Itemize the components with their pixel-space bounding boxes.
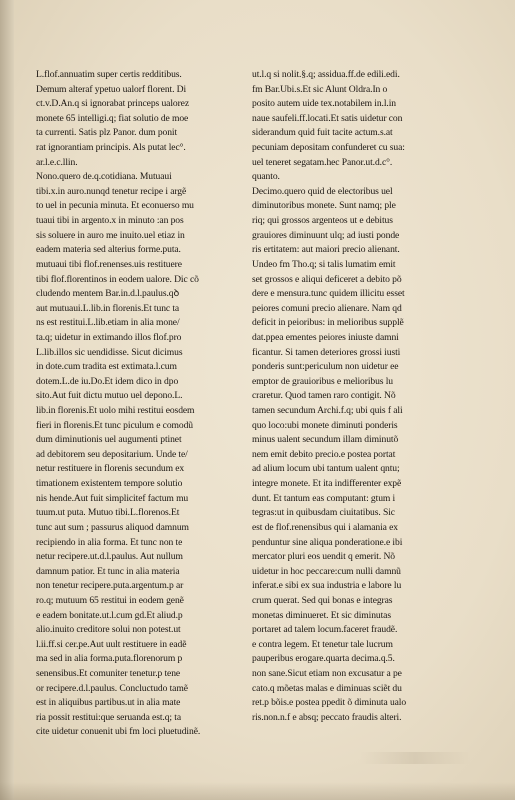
text-line: grauiores diminuunt ulq; ad iusti ponde	[252, 229, 400, 241]
text-line: e contra legem. Et tenetur tale lucrum	[252, 638, 393, 650]
text-line: ris.non.n.f e absq; peccato fraudis alteri.	[252, 711, 402, 723]
text-line: ret.p bõis.e postea ppedit õ diminuta ualo	[252, 697, 407, 709]
text-line: non tenetur recipere.puta.argentum.p ar	[36, 580, 184, 592]
text-line: peiores comuni precio alienare. Nam qd	[252, 302, 402, 314]
text-line: dunt. Et tantum eas computant: gtum i	[252, 492, 396, 504]
text-line: Decimo.quero quid de electoribus uel	[252, 185, 393, 197]
text-line: sis soluere in auro me inuito.uel etiaz in	[36, 229, 185, 241]
text-line: uidetur in hoc peccare:cum nulli damnũ	[252, 565, 401, 577]
text-line: pecuniam depositam confunderet cu sua:	[252, 142, 405, 154]
text-line: netur recipere.ut.d.l.paulus. Aut nullum	[36, 551, 183, 563]
text-line: ponderis sunt:periculum non uidetur ee	[252, 361, 399, 373]
right-text-column	[252, 68, 464, 725]
text-line: siderandum quid fuit tacite actum.s.at	[252, 127, 393, 139]
text-line: monetas diminueret. Et sic diminutas	[252, 609, 391, 621]
text-line: penduntur sine aliqua ponderatione.e ibi	[252, 536, 403, 548]
text-line: tunc aut sum ; passurus aliquod damnum	[36, 521, 189, 533]
text-line: fieri in florenis.Et tunc piculum e comodũ	[36, 419, 193, 431]
text-line: in dote.cum tradita est extimata.l.cum	[36, 361, 177, 373]
text-line: to uel in pecunia minuta. Et econuerso mu	[36, 200, 194, 212]
text-line: dum diminutionis uel augumenti ptinet	[36, 434, 182, 446]
text-line: naue saufeli.ff.locati.Et satis uidetur con	[252, 112, 403, 124]
text-line: riq; qui grossos argenteos ut e debitus	[252, 215, 393, 227]
text-line: tamen secundum Archi.f.q; ubi quis f ali	[252, 405, 403, 417]
text-line: quanto.	[252, 171, 280, 183]
text-line: fm Bar.Ubi.s.Et sic Alunt Oldra.In o	[252, 83, 388, 95]
text-line: uel teneret segatam.hec Panor.ut.d.c°.	[252, 156, 393, 168]
text-line: tibi.x.in auro.nunqd tenetur recipe i argẽ	[36, 185, 187, 197]
text-line: e eadem bonitate.ut.l.cum gd.Et aliud.p	[36, 609, 183, 621]
text-line: eadem materia sed alterius forme.puta.	[36, 244, 181, 256]
text-line: est de flof.renensibus qui i alamania ex	[252, 521, 398, 533]
text-line: ta.q; uidetur in extimando illos flof.pro	[36, 331, 182, 343]
text-line: tegras:ut in quibusdam ciuitatibus. Sic	[252, 507, 395, 519]
text-line: dere e mensura.tunc quidem illicitu esset	[252, 288, 405, 300]
text-line: lib.in florenis.Et uolo mihi restitui eosdem	[36, 405, 195, 417]
text-line: sito.Aut fuit dictu mutuo uel depono.L.	[36, 390, 183, 402]
text-line: alio.inuito creditore solui non potest.ut	[36, 624, 181, 636]
text-line: dat.ppea ementes peiores iniuste damni	[252, 331, 399, 343]
text-line: inferat.e sibi ex sua industria e labore lu	[252, 580, 402, 592]
text-line: cludendo mentem Bar.in.d.l.paulus.qꝺ	[36, 288, 180, 300]
text-line: ta currenti. Satis plz Panor. dum ponit	[36, 127, 178, 139]
text-line: emptor de grauioribus e melioribus lu	[252, 375, 393, 387]
text-line: L.lib.illos sic uendidisse. Sicut dicimus	[36, 346, 183, 358]
text-line: ut.l.q si nolit.§.q; assidua.ff.de edili.edi.	[252, 69, 400, 80]
text-line: crum querat. Sed qui bonas e integras	[252, 594, 393, 606]
text-line: non sane.Sicut etiam non excusatur a pe	[252, 667, 402, 679]
page-bottom-shadow	[0, 782, 515, 800]
text-line: senensibus.Et comuniter tenetur.p tene	[36, 667, 181, 679]
text-line: L.flof.annuatim super certis redditibus.	[36, 69, 182, 80]
text-line: nis hende.Aut fuit simplicitef factum mu	[36, 492, 189, 504]
text-line: ns est restitui.L.lib.etiam in alia mone/	[36, 317, 180, 329]
text-line: pauperibus erogare.quarta decima.q.5.	[252, 653, 395, 665]
text-line: monete 65 intelligi.q; fiat solutio de moe	[36, 112, 189, 124]
text-line: portaret ad talem locum.faceret fraudẽ.	[252, 624, 398, 636]
text-line: rat ignorantiam principis. Als putat lec°.	[36, 142, 186, 154]
left-text-column	[36, 68, 240, 740]
text-line: ad alium locum ubi tantum ualent qntu;	[252, 463, 400, 475]
text-line: mercator pluri eos uendit q emerit. Nõ	[252, 551, 395, 563]
text-line: ficantur. Si tamen deteriores grossi iusti	[252, 346, 401, 358]
text-line: recipiendo in alia forma. Et tunc non te	[36, 536, 183, 548]
text-line: tibi flof.florentinos in eodem ualore. Dic cõ	[36, 273, 199, 285]
text-line: ria possit restitui:que seruanda est.q; ta	[36, 711, 182, 723]
text-line: l.ii.ff.si cer.pe.Aut uult restituere in eadẽ	[36, 638, 187, 650]
text-line: ar.l.e.c.llin.	[36, 156, 78, 168]
text-line: tuum.ut puta. Mutuo tibi.L.florenos.Et	[36, 507, 180, 519]
text-line: integre monete. Et ita indifferenter expẽ	[252, 478, 402, 490]
text-line: aut mutuaui.L.lib.in florenis.Et tunc ta	[36, 302, 180, 314]
text-line: ad debitorem seu depositarium. Unde te/	[36, 448, 188, 460]
text-line: quo loco:ubi monete diminuti ponderis	[252, 419, 398, 431]
text-line: craretur. Quod tamen raro contigit. Nõ	[252, 390, 396, 402]
ink-bleed-through	[360, 752, 470, 764]
text-line: timationem existentem tempore solutio	[36, 478, 183, 490]
text-line: ma sed in alia forma.puta.florenorum p	[36, 653, 183, 665]
text-line: set grossos e aliqui deficeret a debito põ	[252, 273, 402, 285]
text-line: damnum patior. Et tunc in alia materia	[36, 565, 180, 577]
text-line: est in aliquibus partibus.ut in alia mate	[36, 697, 181, 709]
text-line: netur restituere in florenis secundum ex	[36, 463, 185, 475]
text-line: dotem.L.de iu.Do.Et idem dico in dpo	[36, 375, 179, 387]
text-line: ro.q; mutuum 65 restitui in eodem genẽ	[36, 594, 184, 606]
text-line: ct.v.D.An.q si ignorabat princeps ualorez	[36, 98, 189, 110]
text-line: minus ualent secundum illam diminutõ	[252, 434, 399, 446]
binding-gutter	[0, 0, 14, 800]
text-line: Nono.quero de.q.cotidiana. Mutuaui	[36, 171, 172, 183]
text-line: nem emit debito precio.e postea portat	[252, 448, 396, 460]
text-line: mutuaui tibi flof.renenses.uis restituere	[36, 258, 182, 270]
text-line: cite uidetur conuenit ubi fm loci pluetudinẽ.	[36, 726, 201, 738]
text-line: deficit in peioribus: in melioribus supplẽ	[252, 317, 404, 329]
text-line: tuaui tibi in argento.x in minuto :an pos	[36, 215, 184, 227]
text-line: Undeo fm Tho.q; si talis lumatim emit	[252, 258, 396, 270]
text-line: posito autem uide tex.notabilem in.l.in	[252, 98, 396, 110]
text-line: Demum alteraf ypetuo ualorf florent. Di	[36, 83, 187, 95]
text-line: ris ertitatem: aut maiori precio alienant.	[252, 244, 400, 256]
text-line: cato.q mõetas malas e diminuas sciẽt du	[252, 682, 402, 694]
text-line: or recipere.d.l.paulus. Concluctudo tamẽ	[36, 682, 188, 694]
text-line: diminutoribus monete. Sunt namq; ple	[252, 200, 396, 212]
